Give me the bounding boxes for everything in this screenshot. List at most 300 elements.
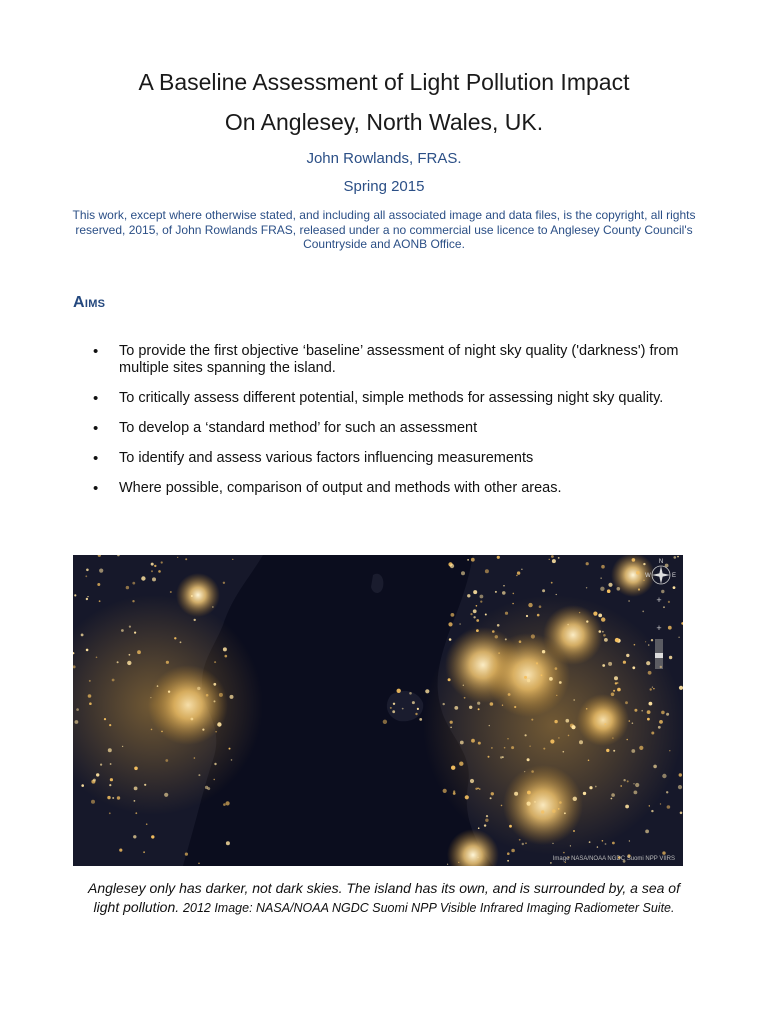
town-light [586,620,588,622]
town-light [586,587,587,588]
town-light [660,803,661,804]
town-light [127,661,131,665]
compass-east: E [671,573,677,579]
town-light [212,606,213,607]
aims-list-item: • To identify and assess various factors influencing measurements [93,450,693,467]
town-light [151,563,154,566]
town-light [519,839,521,841]
town-light [81,634,84,637]
document-title-line-1: A Baseline Assessment of Light Pollution Impact [138,69,630,95]
town-light [110,763,112,765]
town-light [152,577,156,581]
town-light [141,576,145,580]
town-light [517,571,520,574]
document-title-line-2: On Anglesey, North Wales, UK. [224,109,544,135]
town-light [451,613,455,617]
town-light [214,700,216,702]
town-light [122,746,123,747]
caption-main-text: Anglesey only has darker, not dark skies. The island has its own, and is surrounded by, a sea of light pollution. [88,880,680,915]
town-light [531,634,535,638]
town-light [485,569,489,573]
town-light [549,677,553,681]
town-light [478,742,481,745]
town-light [174,637,176,639]
town-light [599,630,602,633]
town-light [150,697,151,698]
town-light [109,812,111,814]
town-light [570,845,571,846]
town-light [459,623,461,625]
town-light [513,593,515,595]
town-light [473,609,477,613]
town-light [612,737,613,738]
town-light [662,851,665,854]
town-light [678,637,679,638]
town-light [132,582,135,585]
town-light [454,706,458,710]
town-light [601,565,605,569]
town-light [476,619,479,622]
town-light [89,702,92,705]
svg-text:+: + [656,595,662,605]
town-light [509,825,512,828]
town-light [554,720,557,723]
town-light [602,840,604,842]
town-light [558,557,560,559]
town-light [471,558,475,562]
town-light [632,666,635,669]
town-light [653,688,654,689]
town-light [531,770,534,773]
town-light [579,612,580,613]
town-light [615,682,617,684]
town-light [96,773,99,776]
town-light [512,603,514,605]
town-light [667,805,671,809]
town-light [132,600,134,602]
town-light [390,707,392,709]
town-light [617,688,621,692]
town-light [662,774,666,778]
town-light [552,843,553,844]
town-light [134,767,138,771]
town-light [213,683,216,686]
town-light [492,630,495,633]
town-light [589,841,591,843]
town-light [99,600,101,602]
town-light [522,843,524,845]
town-light [202,729,204,731]
town-light [85,575,87,577]
town-light [634,709,637,712]
town-light [649,805,650,806]
town-light [448,622,452,626]
town-light [417,708,419,710]
town-light [505,638,507,640]
town-light [629,840,630,841]
town-light [628,600,630,602]
town-light [550,862,552,864]
town-light [631,749,635,753]
town-light [661,590,664,593]
town-light [161,731,163,733]
town-light [551,555,554,558]
town-light [478,708,480,710]
copyright-notice: This work, except where otherwise stated, and including all associated image and data files, is the copyright, all rights reserved, 2015, of John Rowlands FRAS, released under a no commercial use licence to Anglesey County Council's Countryside and AONB Office. [72,208,696,251]
town-light [473,616,475,618]
town-light [604,638,608,642]
town-light [612,842,615,845]
town-light [231,759,233,761]
town-light [504,747,506,749]
town-light [651,639,653,641]
town-light [651,732,654,735]
town-light [214,661,216,663]
town-light [613,750,615,752]
town-light [194,757,196,759]
town-light [158,570,161,573]
town-light [488,756,490,758]
town-light [663,606,665,608]
town-light [508,693,511,696]
town-light [519,640,522,643]
town-light [680,812,683,815]
town-light [100,764,102,766]
town-light [461,571,465,575]
town-light [605,843,607,845]
town-light [419,718,422,721]
town-light [458,862,459,863]
town-light [144,784,146,786]
town-light [564,812,566,814]
town-light [524,771,525,772]
town-light [511,746,514,749]
town-light [485,819,488,822]
town-light [559,801,562,804]
town-light [75,720,79,724]
town-light [180,641,182,643]
town-light [521,569,522,570]
town-light [593,612,597,616]
aims-heading: Aims [73,294,106,311]
town-light [223,803,226,806]
town-light [137,650,141,654]
town-light [666,713,669,716]
town-light [490,702,494,706]
town-light [464,697,466,699]
town-light [627,780,629,782]
town-light [164,793,168,797]
town-light [161,561,163,563]
town-light [641,710,643,712]
town-light [107,796,110,799]
town-light [661,711,665,715]
town-light [558,737,560,739]
town-light [650,688,652,690]
town-light [479,788,481,790]
town-light [531,719,533,721]
town-light [129,626,131,628]
town-light [668,626,672,630]
isle-of-man [371,574,383,593]
town-light [600,587,604,591]
town-light [511,849,515,853]
town-light [539,605,542,608]
town-light [450,727,452,729]
town-light [668,601,670,603]
night-map-drawing [73,555,683,866]
town-light [392,710,395,713]
town-light [613,690,615,692]
town-light [425,689,429,693]
town-light [643,563,645,565]
town-light [86,649,89,652]
town-light [556,695,557,696]
town-light [449,638,452,641]
town-light [495,591,497,593]
town-light [579,740,583,744]
town-light [170,591,172,593]
town-light [467,559,469,561]
town-light [526,615,528,617]
town-light [393,703,395,705]
town-light [679,686,683,690]
regional-haze [423,595,683,855]
town-light [109,724,111,726]
town-light [632,722,634,724]
town-light [617,587,621,591]
town-light [470,613,472,615]
town-light [223,582,225,584]
town-light [611,693,615,697]
town-light [108,748,112,752]
town-light [497,624,500,627]
town-light [527,679,530,682]
town-light [104,718,106,720]
town-light [443,703,445,705]
town-light [229,748,231,750]
town-light [93,779,96,782]
town-light [556,594,557,595]
town-light [573,797,577,801]
town-light [633,783,634,784]
town-light [673,586,676,589]
town-light [639,746,643,750]
town-light [409,692,412,695]
town-light [645,830,649,834]
town-light [86,569,89,572]
town-light [678,785,682,789]
town-light [89,680,91,682]
author-name: John Rowlands, FRAS. [306,150,462,167]
town-light [597,846,598,847]
town-light [450,564,454,568]
town-light [109,784,111,786]
town-light [154,565,156,567]
town-light [659,720,663,724]
town-light [525,734,527,736]
aims-list-item: • To critically assess different potential, simple methods for assessing night sky quality. [93,390,693,407]
town-light [219,693,223,697]
town-light [198,863,200,865]
town-light [478,827,480,829]
town-light [157,685,159,687]
town-light [397,689,401,693]
town-light [658,726,661,729]
town-light [634,791,638,795]
town-light [96,657,98,659]
town-light [198,774,200,776]
town-light [611,793,615,797]
town-light [677,556,679,558]
town-light [573,830,575,832]
town-light [502,705,503,706]
town-light [573,699,575,701]
town-light [602,631,604,633]
town-light [451,766,455,770]
town-light [497,556,500,559]
town-light [134,787,138,791]
town-light [185,853,188,856]
town-light [536,662,538,664]
town-light [559,681,562,684]
town-light [232,559,233,560]
town-light [485,614,487,616]
compass-west: W [645,573,651,579]
aims-list [93,343,693,510]
town-light [611,798,613,800]
town-light [88,694,92,698]
town-light [480,595,484,599]
town-light [638,588,640,590]
town-light [226,841,230,845]
town-light [151,835,154,838]
town-light [86,598,88,600]
town-light [635,783,639,787]
town-light [542,650,545,653]
town-light [679,773,682,776]
town-light [490,797,492,799]
town-light [87,596,88,597]
town-light [469,706,472,709]
town-light [588,760,590,762]
caption-credit-text: 2012 Image: NASA/NOAA NGDC Suomi NPP Visible Infrared Imaging Radiometer Suite. [183,901,675,915]
town-light [465,795,469,799]
town-light [555,667,558,670]
town-light [537,614,540,617]
town-light [185,558,187,560]
town-light [602,664,605,667]
town-light [604,723,606,725]
town-light [476,605,478,607]
town-light [603,634,606,637]
town-light [230,695,234,699]
aims-list-item: • To develop a ‘standard method’ for such an assessment [93,420,693,437]
town-light [601,617,605,621]
town-light [507,860,509,862]
town-light [534,801,536,803]
town-light [146,823,148,825]
town-light [383,720,387,724]
town-light [507,852,510,855]
town-light [552,809,556,813]
svg-text:+: + [656,623,662,633]
town-light [626,654,629,657]
town-light [507,738,508,739]
town-light [648,671,652,675]
compass-north: N [658,559,664,565]
town-light [528,603,532,607]
town-light [110,778,113,781]
town-light [205,786,208,789]
town-light [443,789,447,793]
town-light [91,800,95,804]
town-light [620,785,622,787]
town-light [652,687,653,688]
town-light [502,591,506,595]
town-light [135,812,137,814]
town-light [645,641,646,642]
town-light [549,559,550,560]
town-light [586,708,588,710]
town-light [527,758,530,761]
town-light [151,729,153,731]
town-light [601,578,602,579]
figure-caption [76,879,692,918]
town-light [453,790,455,792]
town-light [134,800,136,802]
publication-date: Spring 2015 [343,178,425,195]
town-light [669,656,672,659]
town-light [223,647,227,651]
town-light [648,644,650,646]
town-light [583,792,586,795]
town-light [473,590,477,594]
town-light [117,661,119,663]
town-light [623,661,626,664]
town-light [614,676,618,680]
town-light [632,558,636,562]
night-lights-satellite-image [73,555,683,866]
town-light [151,570,153,572]
town-light [629,720,631,722]
town-light [567,624,569,626]
town-light [669,750,670,751]
town-light [415,713,417,715]
town-light [467,594,470,597]
town-light [606,749,609,752]
town-light [143,851,145,853]
town-light [647,718,650,721]
town-light [491,747,493,749]
town-light [126,586,129,589]
town-light [608,583,612,587]
town-light [525,843,526,844]
town-light [653,765,657,769]
town-light [615,638,619,642]
town-light [476,629,479,632]
town-light [586,562,589,565]
town-light [448,678,451,681]
town-light [215,731,216,732]
town-light [112,679,115,682]
town-light [666,791,668,793]
town-light [529,746,530,747]
town-light [642,611,644,613]
town-light [563,852,565,854]
town-light [495,635,498,638]
town-light [595,786,597,788]
